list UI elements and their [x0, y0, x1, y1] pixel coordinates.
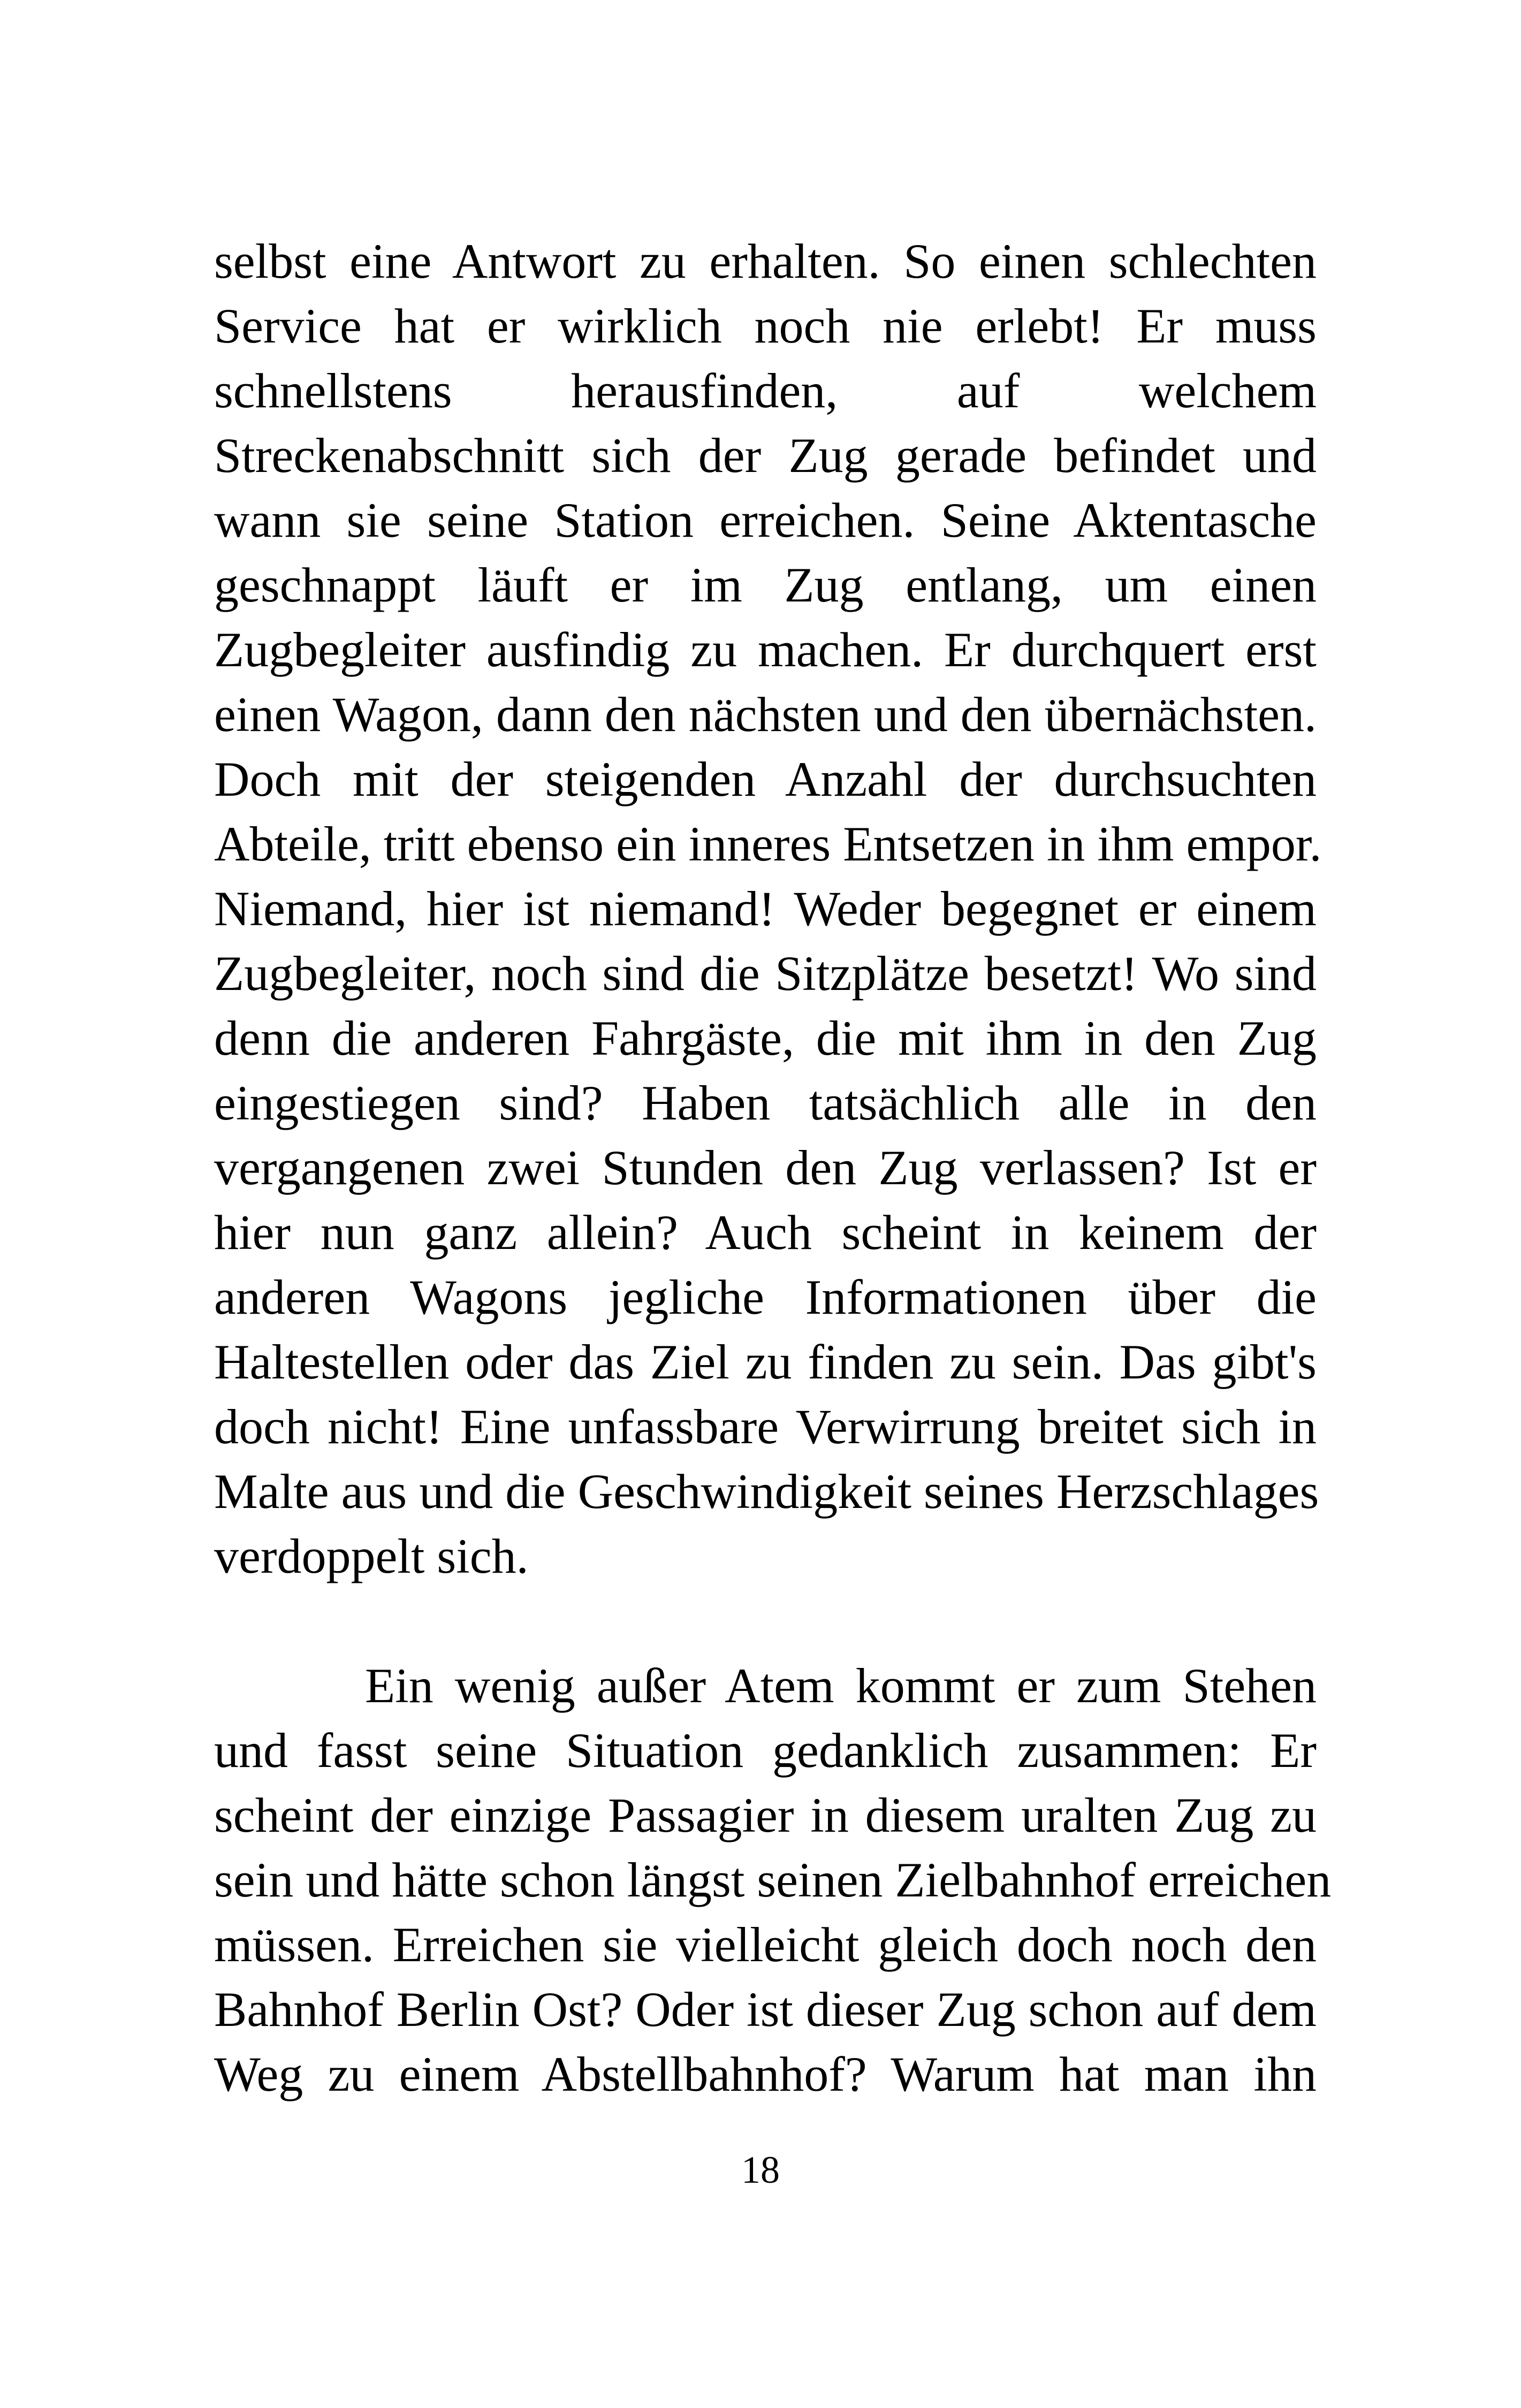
text-line: und fasst seine Situation gedanklich zusammen: Er	[214, 1723, 1317, 1778]
text-line: denn die anderen Fahrgäste, die mit ihm in den Zug	[214, 1011, 1317, 1065]
text-line: schnellstens herausfinden, auf welchem	[214, 363, 1317, 418]
text-line: Niemand, hier ist niemand! Weder begegnet er einem	[214, 881, 1317, 936]
page-number: 18	[741, 2148, 780, 2191]
text-line: hier nun ganz allein? Auch scheint in keinem der	[214, 1205, 1317, 1260]
text-line: Haltestellen oder das Ziel zu finden zu sein. Das gibt's	[214, 1335, 1317, 1389]
text-line: müssen. Erreichen sie vielleicht gleich doch noch den	[214, 1917, 1317, 1972]
text-line: sein und hätte schon längst seinen Zielbahnhof erreichen	[214, 1853, 1332, 1907]
text-line: doch nicht! Eine unfassbare Verwirrung breitet sich in	[214, 1399, 1317, 1454]
text-line: Streckenabschnitt sich der Zug gerade befindet und	[214, 428, 1317, 483]
body-text	[214, 229, 1332, 2107]
text-line: verdoppelt sich.	[214, 1529, 529, 1583]
text-line: Zugbegleiter ausfindig zu machen. Er durchquert erst	[214, 622, 1317, 677]
text-line: eingestiegen sind? Haben tatsächlich alle in den	[214, 1076, 1317, 1130]
text-line: geschnappt läuft er im Zug entlang, um einen	[214, 558, 1317, 612]
text-line: Bahnhof Berlin Ost? Oder ist dieser Zug schon auf dem	[214, 1982, 1317, 2037]
text-line: einen Wagon, dann den nächsten und den übernächsten.	[214, 687, 1317, 742]
text-line: scheint der einzige Passagier in diesem uralten Zug zu	[214, 1788, 1317, 1842]
text-line: Ein wenig außer Atem kommt er zum Stehen	[365, 1658, 1317, 1713]
text-line: Zugbegleiter, noch sind die Sitzplätze besetzt! Wo sind	[214, 946, 1317, 1001]
text-line: Weg zu einem Abstellbahnhof? Warum hat man ihn	[214, 2047, 1317, 2101]
paragraph-1	[214, 229, 1322, 1589]
text-line: Abteile, tritt ebenso ein inneres Entsetzen in ihm empor.	[214, 817, 1322, 871]
text-line: wann sie seine Station erreichen. Seine Aktentasche	[214, 493, 1317, 547]
text-line: Doch mit der steigenden Anzahl der durchsuchten	[214, 752, 1317, 806]
text-line: Service hat er wirklich noch nie erlebt! Er muss	[214, 299, 1317, 353]
text-line: selbst eine Antwort zu erhalten. So einen schlechten	[214, 234, 1317, 288]
paragraph-spacer	[214, 1589, 1317, 1653]
text-line: anderen Wagons jegliche Informationen über die	[214, 1270, 1317, 1324]
text-line: vergangenen zwei Stunden den Zug verlassen? Ist er	[214, 1140, 1317, 1195]
paragraph-2	[214, 1653, 1332, 2107]
text-line: Malte aus und die Geschwindigkeit seines Herzschlages	[214, 1464, 1319, 1519]
